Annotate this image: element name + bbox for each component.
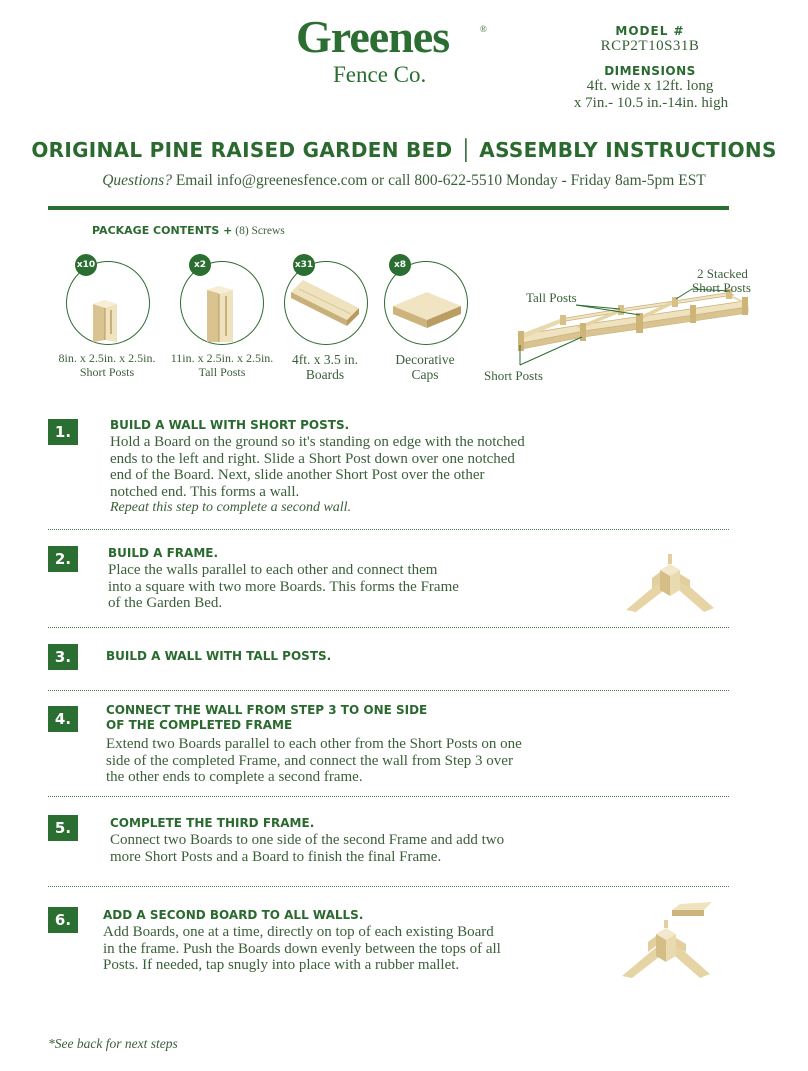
step-1-line: ends to the left and right. Slide a Short Post down over one notched <box>110 450 515 467</box>
stacked-board-illustration <box>622 898 714 980</box>
step-6-number: 6. <box>48 907 78 933</box>
step-6-line: in the frame. Push the Boards down evenly between the tops of all <box>103 940 501 957</box>
contact-text: Email info@greenesfence.com or call 800-622-5510 Monday - Friday 8am-5pm EST <box>171 172 706 189</box>
model-number: RCP2T10S31B <box>600 38 700 54</box>
short-posts-size: 8in. x 2.5in. x 2.5in. <box>58 351 156 365</box>
step-2-line: Place the walls parallel to each other and connect them <box>108 562 438 578</box>
caps-name-1: Decorative <box>395 352 455 367</box>
contact-line <box>30 172 778 190</box>
step-2-line: into a square with two more Boards. This forms the Frame <box>108 578 459 595</box>
step-2-number: 2. <box>48 546 78 572</box>
label-stacked-line-2: Short Posts <box>692 280 751 295</box>
step-4-number: 4. <box>48 706 78 732</box>
step-5-line: Connect two Boards to one side of the second Frame and add two <box>110 832 505 848</box>
step-1-number: 1. <box>48 419 78 445</box>
step-4-title-line-2: OF THE COMPLETED FRAME <box>106 718 293 732</box>
frame-corner-illustration <box>624 548 716 612</box>
step-1-title: BUILD A WALL WITH SHORT POSTS. <box>110 418 350 432</box>
registered-mark: ® <box>480 24 487 34</box>
step-5-body <box>110 832 504 865</box>
brand-logo-name: Greenes <box>296 11 450 62</box>
step-4-line: side of the completed Frame, and connect the wall from Step 3 over <box>106 752 513 769</box>
page-title: ORIGINAL PINE RAISED GARDEN BED │ ASSEMBLY INSTRUCTIONS <box>31 138 777 162</box>
step-1-line: notched end. This forms a wall. <box>110 483 300 500</box>
boards-name: Boards <box>305 367 345 382</box>
step-6-line: Posts. If needed, tap snugly into place with a rubber mallet. <box>103 957 460 973</box>
caps-caption <box>370 352 480 382</box>
caps-name-2: Caps <box>411 367 439 382</box>
tall-posts-caption <box>162 351 282 379</box>
label-short-posts: Short Posts <box>484 368 543 383</box>
boards-qty-badge: x31 <box>293 254 315 276</box>
step-3-number: 3. <box>48 644 78 670</box>
step-4-title-line-1: CONNECT THE WALL FROM STEP 3 TO ONE SIDE <box>106 703 428 717</box>
questions-lead: Questions? <box>102 172 172 189</box>
step-1-note: Repeat this step to complete a second wall. <box>110 500 352 515</box>
step-4-body <box>106 736 522 786</box>
step-2-body <box>108 562 459 612</box>
step-6-body <box>103 924 501 974</box>
step-2-line: of the Garden Bed. <box>108 595 223 611</box>
step-4-line: Extend two Boards parallel to each other from the Short Posts on one <box>106 736 522 752</box>
package-contents-screws: (8) Screws <box>232 225 285 237</box>
model-label: MODEL # <box>615 24 685 38</box>
divider <box>48 529 729 530</box>
step-1-line: end of the Board. Next, slide another Short Post over the other <box>110 467 485 483</box>
step-4-line: the other ends to complete a second frame. <box>106 769 363 785</box>
divider <box>48 690 729 691</box>
divider <box>48 627 729 628</box>
step-6-line: Add Boards, one at a time, directly on top of each existing Board <box>103 924 494 940</box>
step-1-body <box>110 434 525 517</box>
step-5-title: COMPLETE THE THIRD FRAME. <box>110 816 315 830</box>
boards-size: 4ft. x 3.5 in. <box>292 352 358 367</box>
short-posts-name: Short Posts <box>79 365 135 379</box>
step-3-title: BUILD A WALL WITH TALL POSTS. <box>106 649 332 663</box>
step-5-line: more Short Posts and a Board to finish the final Frame. <box>110 848 442 865</box>
short-posts-caption <box>48 351 166 379</box>
step-4-title <box>106 703 427 733</box>
dimensions-line-1: 4ft. wide x 12ft. long <box>586 78 714 94</box>
package-contents-heading <box>92 224 285 237</box>
step-1-line: Hold a Board on the ground so it's standing on edge with the notched <box>110 434 525 450</box>
tall-posts-name: Tall Posts <box>198 365 246 379</box>
footnote: *See back for next steps <box>48 1036 178 1051</box>
tall-posts-size: 11in. x 2.5in. x 2.5in. <box>170 351 274 365</box>
tall-posts-qty-badge: x2 <box>189 254 211 276</box>
step-6-title: ADD A SECOND BOARD TO ALL WALLS. <box>103 908 364 922</box>
step-2-title: BUILD A FRAME. <box>108 546 219 560</box>
label-stacked-line-1: 2 Stacked <box>697 266 748 281</box>
short-posts-qty-badge: x10 <box>75 254 97 276</box>
caps-qty-badge: x8 <box>389 254 411 276</box>
dimensions-line-2: x 7in.- 10.5 in.-14in. high <box>573 95 729 111</box>
label-tall-posts: Tall Posts <box>526 290 577 305</box>
divider <box>48 796 729 797</box>
boards-caption <box>270 352 380 382</box>
divider <box>48 886 729 887</box>
header-divider <box>48 206 729 210</box>
brand-logo-sub: Fence Co. <box>333 62 427 87</box>
dimensions-label: DIMENSIONS <box>604 64 696 78</box>
package-contents-label: PACKAGE CONTENTS + <box>92 224 233 237</box>
step-5-number: 5. <box>48 815 78 841</box>
